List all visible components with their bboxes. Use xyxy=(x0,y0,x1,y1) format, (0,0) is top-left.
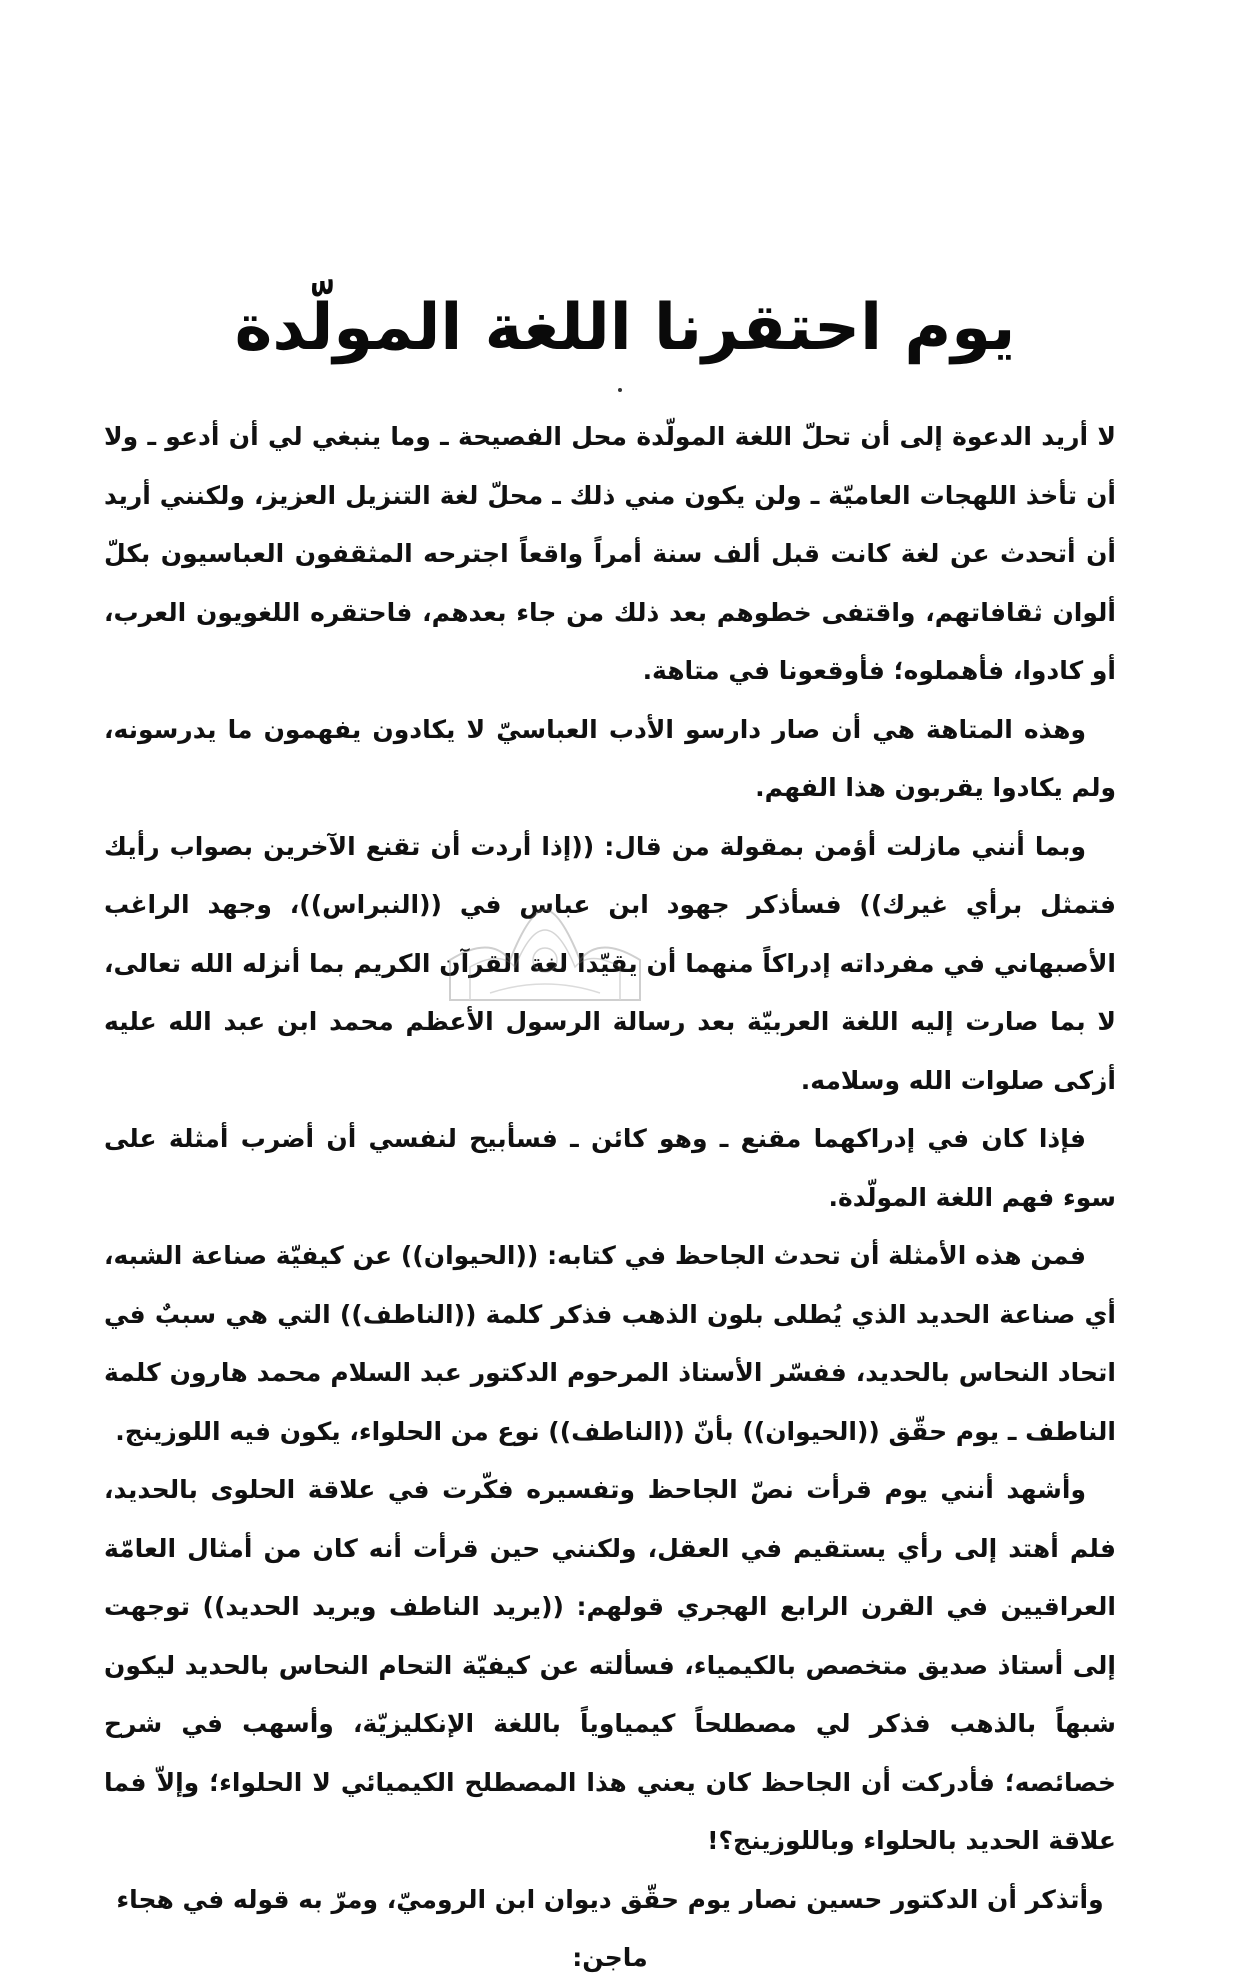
paragraph-5: فمن هذه الأمثلة أن تحدث الجاحظ في كتابه: ((الحيوان)) عن كيفيّة صناعة الشبه، أي صناعة الحديد الذي يُطلى بلون الذهب فذكر كلمة ((الناطف)) التي هي سببٌ في اتحاد النحاس بالحديد، ففسّر الأستاذ المرحوم الدكتور عبد السلام محمد هارون كلمة الناطف ـ يوم حقّق ((الحيوان)) بأنّ ((الناطف)) نوع من الحلواء، يكون فيه اللوزينج. xyxy=(104,1241,1116,1446)
article-body xyxy=(104,408,1116,1988)
paragraph-7: وأتذكر أن الدكتور حسين نصار يوم حقّق ديوان ابن الروميّ، ومرّ به قوله في هجاء ماجن: xyxy=(116,1884,1104,1972)
ink-speck xyxy=(618,388,622,392)
paragraph-4: فإذا كان في إدراكهما مقنع ـ وهو كائن ـ فسأبيح لنفسي أن أضرب أمثلة على سوء فهم اللغة المولّدة. xyxy=(104,1124,1116,1212)
page-title: يوم احتقرنا اللغة المولّدة xyxy=(234,290,1016,365)
paragraph-6: وأشهد أنني يوم قرأت نصّ الجاحظ وتفسيره فكّرت في علاقة الحلوى بالحديد، فلم أهتد إلى رأي يستقيم في العقل، ولكنني حين قرأت أنه كان من أمثال العامّة العراقيين في القرن الرابع الهجري قولهم: ((يريد الناطف ويريد الحديد)) توجهت إلى أستاذ صديق متخصص بالكيمياء، فسألته عن كيفيّة التحام النحاس بالحديد ليكون شبهاً بالذهب فذكر لي مصطلحاً كيمياوياً باللغة الإنكليزيّة، وأسهب في شرح خصائصه؛ فأدركت أن الجاحظ كان يعني هذا المصطلح الكيميائي لا الحلواء؛ وإلاّ فما علاقة الحديد بالحلواء وباللوزينج؟! xyxy=(104,1475,1116,1855)
paragraph-3: وبما أنني مازلت أؤمن بمقولة من قال: ((إذا أردت أن تقنع الآخرين بصواب رأيك فتمثل برأي غيرك)) فسأذكر جهود ابن عباس في ((النبراس))، وجهد الراغب الأصبهاني في مفرداته إدراكاً منهما أن يقيّدا لغة القرآن الكريم بما أنزله الله تعالى، لا بما صارت إليه اللغة العربيّة بعد رسالة الرسول الأعظم محمد ابن عبد الله عليه أزكى صلوات الله وسلامه. xyxy=(104,831,1116,1095)
library-stamp-watermark xyxy=(430,905,660,1010)
paragraph-1: لا أريد الدعوة إلى أن تحلّ اللغة المولّدة محل الفصيحة ـ وما ينبغي لي أن أدعو ـ ولا أن تأخذ اللهجات العاميّة ـ ولن يكون مني ذلك ـ محلّ لغة التنزيل العزيز، ولكنني أريد أن أتحدث عن لغة كانت قبل ألف سنة أمراً واقعاً اجترحه المثقفون العباسيون بكلّ ألوان ثقافاتهم، واقتفى خطوهم بعد ذلك من جاء بعدهم، فاحتقره اللغويون العرب، أو كادوا، فأهملوه؛ فأوقعونا في متاهة. xyxy=(104,422,1116,685)
paragraph-2: وهذه المتاهة هي أن صار دارسو الأدب العباسيّ لا يكادون يفهمون ما يدرسونه، ولم يكادوا يقربون هذا الفهم. xyxy=(104,714,1116,802)
